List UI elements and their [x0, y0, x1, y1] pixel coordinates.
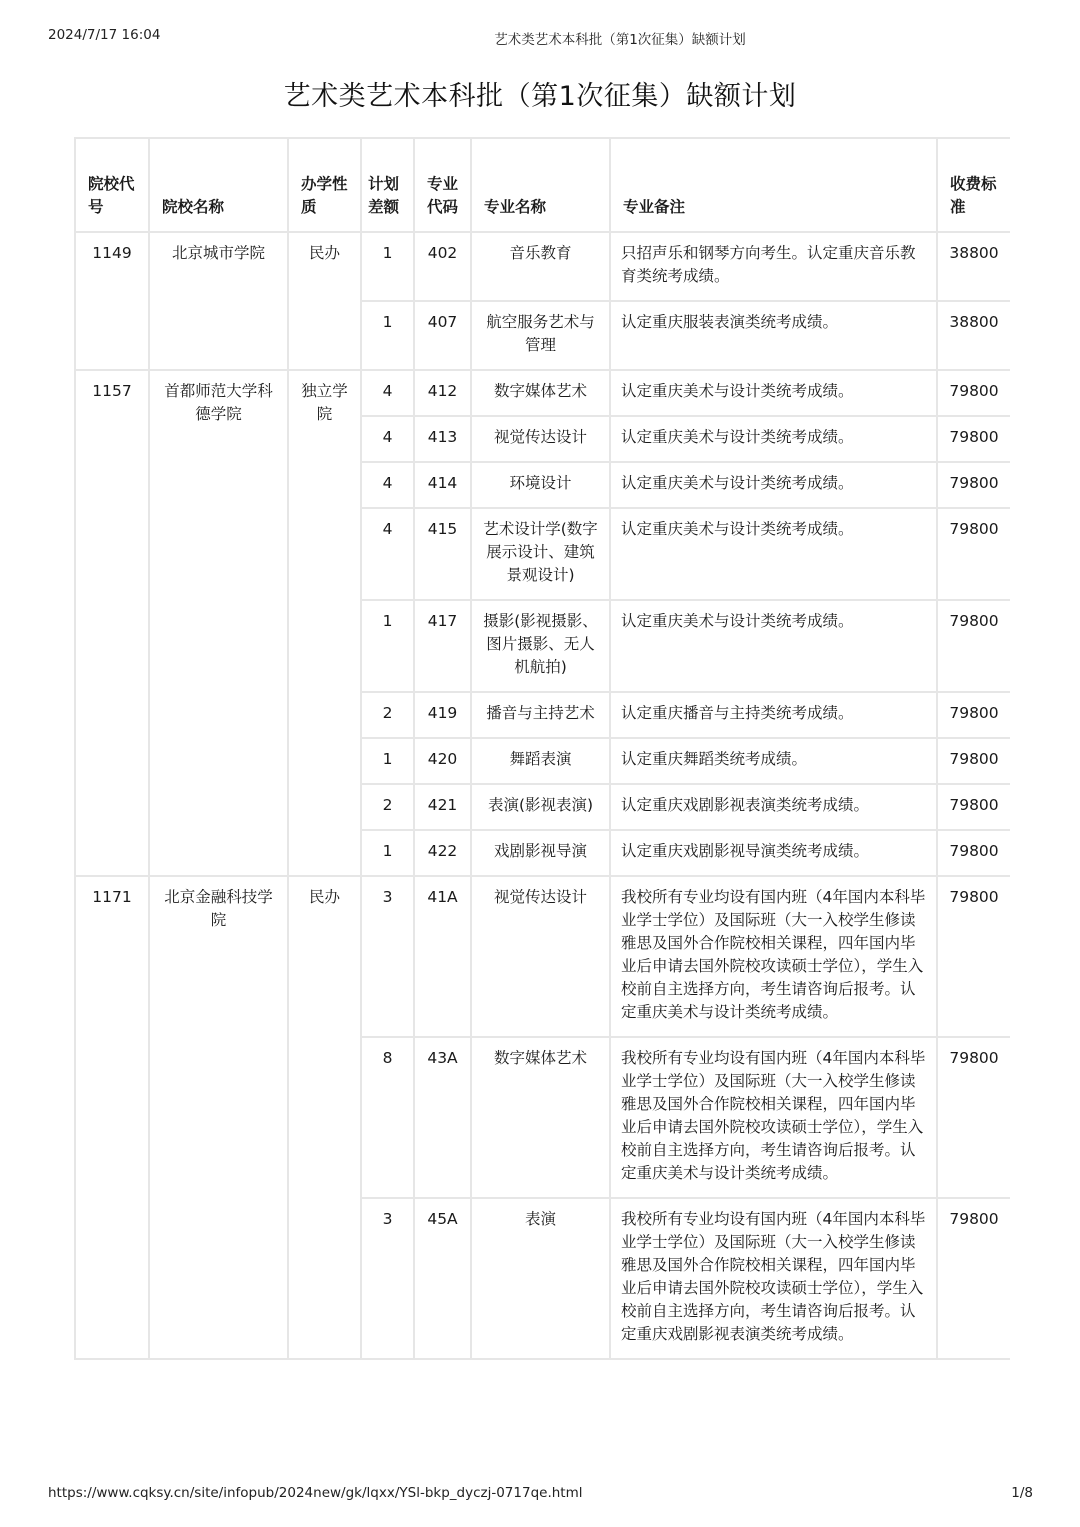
col-header-plan-diff: 计划差额	[361, 138, 414, 232]
major-note-cell: 认定重庆美术与设计类统考成绩。	[610, 416, 937, 462]
fee-cell: 79800	[937, 1037, 1010, 1198]
source-url: https://www.cqksy.cn/site/infopub/2024new/gk/lqxx/YSl-bkp_dyczj-0717qe.html	[48, 1485, 583, 1501]
plan-diff-cell: 4	[361, 416, 414, 462]
fee-cell: 79800	[937, 876, 1010, 1037]
school-name-cell: 北京城市学院	[149, 232, 288, 370]
fee-cell: 79800	[937, 416, 1010, 462]
fee-cell: 79800	[937, 830, 1010, 876]
major-name-cell: 戏剧影视导演	[471, 830, 610, 876]
page-title: 艺术类艺术本科批（第1次征集）缺额计划	[283, 81, 797, 112]
fee-cell: 38800	[937, 301, 1010, 370]
plan-diff-cell: 8	[361, 1037, 414, 1198]
col-header-school-type: 办学性质	[288, 138, 361, 232]
plan-diff-cell: 1	[361, 232, 414, 301]
major-code-cell: 402	[414, 232, 471, 301]
major-code-cell: 420	[414, 738, 471, 784]
major-name-cell: 表演	[471, 1198, 610, 1359]
major-name-cell: 舞蹈表演	[471, 738, 610, 784]
school-name-cell: 北京金融科技学院	[149, 876, 288, 1359]
major-name-cell: 航空服务艺术与管理	[471, 301, 610, 370]
fee-cell: 79800	[937, 600, 1010, 692]
col-header-school-name: 院校名称	[149, 138, 288, 232]
plan-diff-cell: 1	[361, 600, 414, 692]
plan-diff-cell: 4	[361, 508, 414, 600]
plan-diff-cell: 4	[361, 370, 414, 416]
major-note-cell: 认定重庆美术与设计类统考成绩。	[610, 508, 937, 600]
col-header-major-code: 专业代码	[414, 138, 471, 232]
major-code-cell: 415	[414, 508, 471, 600]
major-note-cell: 我校所有专业均设有国内班（4年国内本科毕业学士学位）及国际班（大一入校学生修读雅思及国外合作院校相关课程，四年国内毕业后申请去国外院校攻读硕士学位），学生入校前自主选择方向，考生请咨询后报考。认定重庆美术与设计类统考成绩。	[610, 876, 937, 1037]
major-code-cell: 43A	[414, 1037, 471, 1198]
plan-diff-cell: 3	[361, 876, 414, 1037]
table-row	[75, 876, 1010, 1037]
major-code-cell: 419	[414, 692, 471, 738]
fee-cell: 79800	[937, 370, 1010, 416]
major-note-cell: 认定重庆播音与主持类统考成绩。	[610, 692, 937, 738]
plan-diff-cell: 2	[361, 784, 414, 830]
school-type-cell: 民办	[288, 232, 361, 370]
major-name-cell: 数字媒体艺术	[471, 1037, 610, 1198]
plan-diff-cell: 1	[361, 738, 414, 784]
major-note-cell: 认定重庆服装表演类统考成绩。	[610, 301, 937, 370]
major-name-cell: 视觉传达设计	[471, 416, 610, 462]
major-note-cell: 认定重庆美术与设计类统考成绩。	[610, 462, 937, 508]
table-row	[75, 232, 1010, 301]
fee-cell: 79800	[937, 784, 1010, 830]
table-row	[75, 370, 1010, 416]
fee-cell: 79800	[937, 1198, 1010, 1359]
col-header-major-name: 专业名称	[471, 138, 610, 232]
major-note-cell: 我校所有专业均设有国内班（4年国内本科毕业学士学位）及国际班（大一入校学生修读雅思及国外合作院校相关课程，四年国内毕业后申请去国外院校攻读硕士学位），学生入校前自主选择方向，考生请咨询后报考。认定重庆美术与设计类统考成绩。	[610, 1037, 937, 1198]
major-code-cell: 407	[414, 301, 471, 370]
major-note-cell: 认定重庆戏剧影视表演类统考成绩。	[610, 784, 937, 830]
major-name-cell: 摄影(影视摄影、图片摄影、无人机航拍)	[471, 600, 610, 692]
major-name-cell: 艺术设计学(数字展示设计、建筑景观设计)	[471, 508, 610, 600]
col-header-school-code: 院校代号	[75, 138, 149, 232]
plan-diff-cell: 3	[361, 1198, 414, 1359]
major-note-cell: 只招声乐和钢琴方向考生。认定重庆音乐教育类统考成绩。	[610, 232, 937, 301]
major-code-cell: 413	[414, 416, 471, 462]
major-code-cell: 41A	[414, 876, 471, 1037]
major-name-cell: 表演(影视表演)	[471, 784, 610, 830]
major-note-cell: 认定重庆美术与设计类统考成绩。	[610, 600, 937, 692]
school-name-cell: 首都师范大学科德学院	[149, 370, 288, 876]
major-name-cell: 视觉传达设计	[471, 876, 610, 1037]
print-datetime: 2024/7/17 16:04	[48, 27, 161, 43]
fee-cell: 79800	[937, 462, 1010, 508]
fee-cell: 79800	[937, 738, 1010, 784]
col-header-fee: 收费标准	[937, 138, 1010, 232]
school-code-cell: 1171	[75, 876, 149, 1359]
table-header-row	[75, 138, 1010, 232]
major-code-cell: 412	[414, 370, 471, 416]
major-note-cell: 认定重庆戏剧影视导演类统考成绩。	[610, 830, 937, 876]
major-code-cell: 422	[414, 830, 471, 876]
quota-table	[74, 137, 1010, 1360]
major-note-cell: 认定重庆美术与设计类统考成绩。	[610, 370, 937, 416]
print-header-title: 艺术类艺术本科批（第1次征集）缺额计划	[494, 32, 746, 48]
major-name-cell: 播音与主持艺术	[471, 692, 610, 738]
plan-diff-cell: 1	[361, 301, 414, 370]
col-header-major-note: 专业备注	[610, 138, 937, 232]
major-code-cell: 421	[414, 784, 471, 830]
school-code-cell: 1157	[75, 370, 149, 876]
fee-cell: 38800	[937, 232, 1010, 301]
school-type-cell: 独立学院	[288, 370, 361, 876]
fee-cell: 79800	[937, 508, 1010, 600]
major-code-cell: 45A	[414, 1198, 471, 1359]
school-code-cell: 1149	[75, 232, 149, 370]
plan-diff-cell: 2	[361, 692, 414, 738]
table-body	[75, 232, 1010, 1359]
major-code-cell: 414	[414, 462, 471, 508]
major-code-cell: 417	[414, 600, 471, 692]
school-type-cell: 民办	[288, 876, 361, 1359]
quota-table-container	[74, 137, 1010, 1477]
major-name-cell: 数字媒体艺术	[471, 370, 610, 416]
major-name-cell: 音乐教育	[471, 232, 610, 301]
major-note-cell: 认定重庆舞蹈类统考成绩。	[610, 738, 937, 784]
plan-diff-cell: 4	[361, 462, 414, 508]
page-number: 1/8	[1011, 1485, 1033, 1501]
fee-cell: 79800	[937, 692, 1010, 738]
major-note-cell: 我校所有专业均设有国内班（4年国内本科毕业学士学位）及国际班（大一入校学生修读雅思及国外合作院校相关课程，四年国内毕业后申请去国外院校攻读硕士学位），学生入校前自主选择方向，考生请咨询后报考。认定重庆戏剧影视表演类统考成绩。	[610, 1198, 937, 1359]
major-name-cell: 环境设计	[471, 462, 610, 508]
plan-diff-cell: 1	[361, 830, 414, 876]
